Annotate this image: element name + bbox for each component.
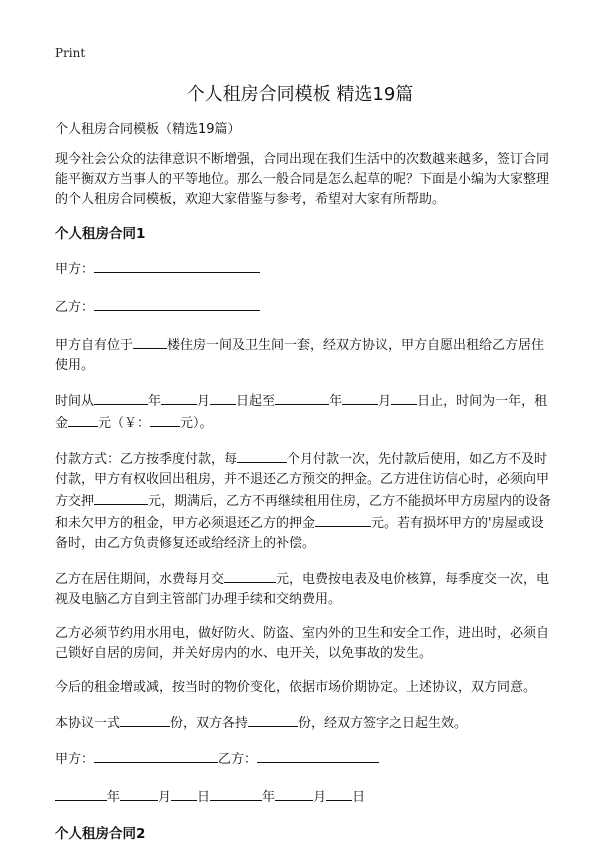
- clause-rent-change: 今后的租金增或减，按当时的物价变化，依据市场价期协定。上述协议，双方同意。: [55, 680, 537, 695]
- date-a-year-blank: [55, 786, 107, 801]
- term-to-label: 日止，时间为一年，租金: [55, 394, 548, 431]
- date-b-month-label: 月: [313, 790, 327, 805]
- date-b-day-blank: [326, 786, 352, 801]
- term-year-label: 年: [148, 394, 162, 409]
- floor-blank: [133, 334, 167, 349]
- deposit-blank: [94, 490, 148, 505]
- start-month-blank: [161, 390, 197, 405]
- date-a-month-blank: [120, 786, 158, 801]
- date-b-year-label: 年: [262, 790, 276, 805]
- clause-property-text-2: 楼住房一间及卫生间一套，经双方协议，甲方自愿出租给乙方居住使用。: [55, 338, 545, 373]
- utilities-text-1: 乙方在居住期间，水费每月交: [55, 572, 225, 587]
- intro-paragraph: 现今社会公众的法律意识不断增强，合同出现在我们生活中的次数越来越多，签订合同能平衡双方当事人的平等地位。那么一般合同是怎么起草的呢？下面是小编为大家整理的个人租房合同模板，欢迎大家借鉴与参考，希望对大家有所帮助。: [55, 152, 550, 207]
- signature-a-blank: [94, 748, 218, 763]
- document-body: [55, 120, 555, 844]
- date-b-month-blank: [275, 786, 313, 801]
- clause-property: [55, 334, 555, 376]
- each-copies-blank: [248, 712, 298, 727]
- end-year-blank: [275, 390, 329, 405]
- clause-utilities: [55, 568, 555, 610]
- copies-text-2: 份，双方各持: [170, 716, 249, 731]
- date-a-month-label: 月: [158, 790, 172, 805]
- clause-payment: [55, 448, 555, 554]
- signature-b-label: 乙方：: [218, 752, 258, 767]
- clause-term: [55, 390, 555, 434]
- rent-close-label: 元）。: [180, 416, 213, 431]
- term-month-label: 月: [197, 394, 211, 409]
- start-year-blank: [94, 390, 148, 405]
- copies-blank: [120, 712, 170, 727]
- rent-amount-blank: [150, 412, 180, 427]
- party-b-blank: [94, 296, 260, 311]
- party-b-label: 乙方：: [55, 300, 95, 315]
- date-a-day-label: 日: [197, 790, 211, 805]
- date-a-year-label: 年: [107, 790, 121, 805]
- contract-1-heading: 个人租房合同1: [55, 226, 146, 242]
- term-text: 时间从: [55, 394, 95, 409]
- utilities-text-2: 元，电费按电表及电价核算，每季度交一次，电视及电脑乙方自到主管部门办理手续和交纳费用。: [55, 572, 550, 607]
- copies-text-1: 本协议一式: [55, 716, 121, 731]
- term-end-year-label: 年: [329, 394, 343, 409]
- end-day-blank: [391, 390, 417, 405]
- payment-months-blank: [237, 448, 287, 463]
- party-a-label: 甲方：: [55, 262, 95, 277]
- date-b-year-blank: [210, 786, 262, 801]
- clause-property-text: 甲方自有位于: [55, 338, 134, 353]
- page-title: 个人租房合同模板 精选19篇: [186, 84, 414, 105]
- start-day-blank: [210, 390, 236, 405]
- payment-text-2: 个月付款一次，先付款后使用，如乙方不及时付款，甲方有权收回出租房，并不退还乙方预交的押金。乙方进住访信心时，必须向甲方交押: [55, 452, 550, 509]
- term-from-label: 日起至: [236, 394, 276, 409]
- contract-2-heading: 个人租房合同2: [55, 826, 146, 842]
- clause-safety: 乙方必须节约用水用电，做好防火、防盗、室内外的卫生和安全工作，进出时，必须自己锁好自居的房间，并关好房内的水、电开关，以免事故的发生。: [55, 626, 550, 661]
- document-subtitle: 个人租房合同模板（精选19篇）: [55, 122, 241, 137]
- copies-text-3: 份，经双方签字之日起生效。: [298, 716, 468, 731]
- signature-b-blank: [257, 748, 379, 763]
- rent-yuan-label: 元（￥：: [98, 416, 151, 431]
- payment-text-4: 元。若有损坏甲方的'房屋或设备时，由乙方负责修复还或给经济上的补偿。: [55, 516, 544, 551]
- refund-blank: [315, 512, 371, 527]
- water-fee-blank: [224, 568, 276, 583]
- rent-blank: [68, 412, 98, 427]
- clause-copies: [55, 712, 555, 734]
- party-a-line: [55, 258, 555, 280]
- party-a-blank: [94, 258, 260, 273]
- date-a-day-blank: [171, 786, 197, 801]
- payment-text-3: 元，期满后，乙方不再继续租用住房，乙方不能损坏甲方房屋内的设备和未欠甲方的租金，甲方必须退还乙方的押金: [55, 494, 552, 531]
- end-month-blank: [342, 390, 378, 405]
- date-b-day-label: 日: [352, 790, 366, 805]
- party-b-line: [55, 296, 555, 318]
- signature-line: [55, 748, 555, 770]
- term-end-month-label: 月: [378, 394, 392, 409]
- date-line: [55, 786, 555, 808]
- signature-a-label: 甲方：: [55, 752, 95, 767]
- payment-text-1: 付款方式：乙方按季度付款，每: [55, 452, 238, 467]
- print-link[interactable]: Print: [55, 46, 86, 60]
